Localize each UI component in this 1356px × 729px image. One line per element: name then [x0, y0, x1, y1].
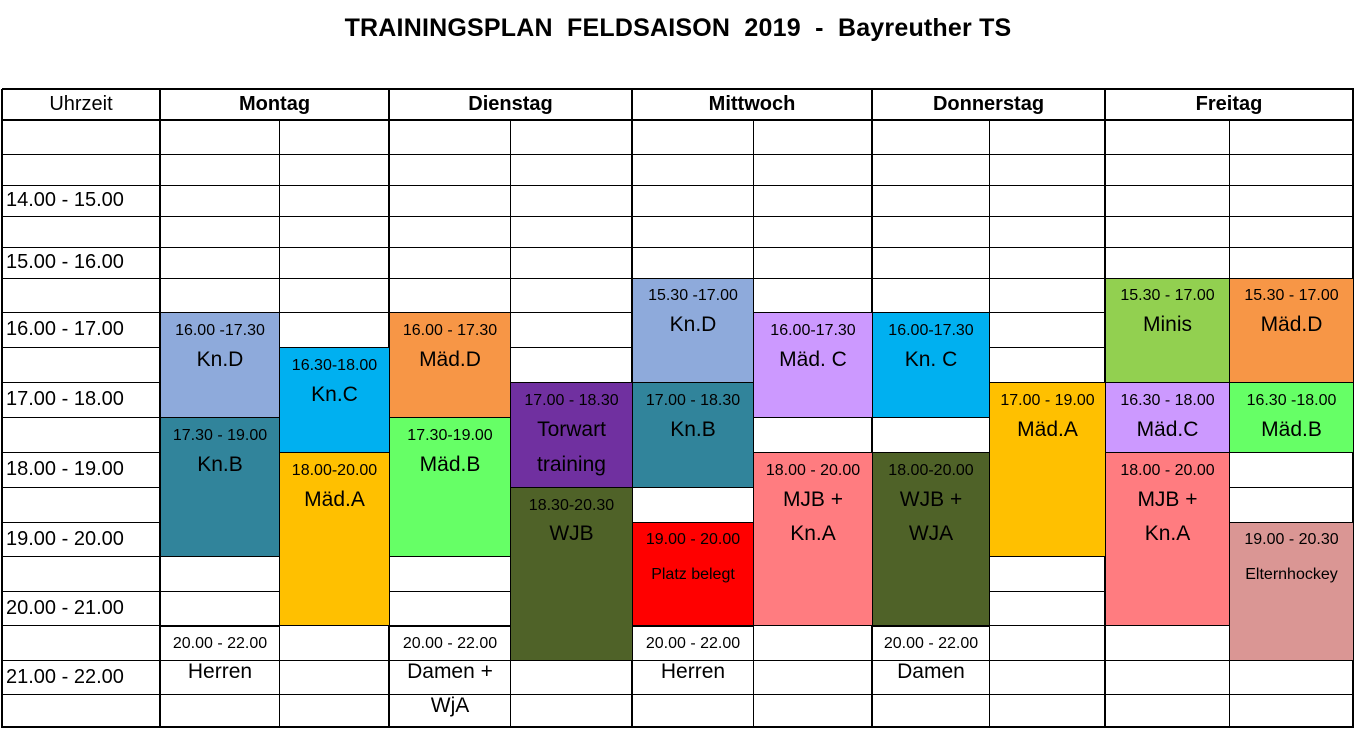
grid-row-line [2, 119, 1354, 121]
training-time: 17.00 - 18.30 [524, 392, 619, 409]
training-group: Mäd.D [419, 348, 481, 371]
training-time: 15.30 -17.00 [648, 287, 738, 304]
training-group: WjA [430, 694, 470, 717]
grid-row-line [2, 216, 1354, 217]
time-label: 16.00 - 17.00 [6, 318, 124, 340]
grid-row-line [2, 185, 1354, 186]
training-group: Elternhockey [1245, 566, 1338, 583]
training-group: Mäd.A [304, 488, 365, 511]
training-group: training [537, 453, 606, 476]
training-group: Kn.B [197, 453, 243, 476]
training-block [510, 487, 633, 661]
training-time: 17.00 - 18.30 [645, 392, 741, 409]
column-header-time: Uhrzeit [49, 93, 113, 115]
training-group: Kn.D [669, 313, 717, 336]
column-header-day: Montag [238, 93, 311, 115]
training-group: Kn.D [196, 348, 244, 371]
training-block [872, 625, 990, 683]
training-time: 18.00-20.00 [291, 462, 378, 479]
training-time: 16.30 -18.00 [1246, 392, 1337, 409]
training-group: Kn.A [1144, 522, 1191, 545]
training-block [632, 278, 754, 383]
training-group: Mäd.C [1136, 418, 1199, 441]
training-group: Kn.C [311, 383, 358, 406]
training-block [753, 452, 873, 626]
training-block [632, 382, 754, 488]
time-label: 18.00 - 19.00 [6, 458, 124, 480]
training-group: Damen + [407, 660, 493, 683]
training-group: Kn.A [790, 522, 836, 545]
training-block [510, 382, 633, 488]
training-group: Mäd. C [779, 348, 847, 371]
training-block [279, 452, 390, 626]
time-label: 19.00 - 20.00 [6, 528, 124, 550]
training-group: WJB [549, 522, 594, 545]
training-group: Herren [187, 660, 253, 683]
column-header-day: Donnerstag [932, 93, 1045, 115]
training-block [160, 417, 280, 557]
training-block [160, 312, 280, 418]
training-time: 17.30 - 19.00 [172, 427, 268, 444]
column-header-day: Freitag [1195, 93, 1263, 115]
training-block [1105, 278, 1230, 383]
training-time: 15.30 - 17.00 [1120, 287, 1215, 304]
training-block [989, 382, 1106, 557]
training-time: 18.00-20.00 [888, 462, 974, 479]
training-time: 17.30-19.00 [407, 427, 493, 444]
training-group: Damen [897, 660, 965, 683]
training-block [160, 625, 280, 683]
training-time: 16.00 -17.30 [175, 322, 265, 339]
grid-col-line [1, 89, 3, 728]
training-block [389, 312, 511, 418]
training-group: Mäd.B [1261, 418, 1322, 441]
training-time: 15.30 - 17.00 [1244, 287, 1339, 304]
grid-row-line [2, 247, 1354, 248]
training-time: 18.30-20.30 [528, 497, 615, 514]
page-title: TRAININGSPLAN FELDSAISON 2019 - Bayreuther TS [344, 14, 1012, 42]
training-time: 16.00 - 17.30 [402, 322, 498, 339]
grid-row-line [2, 694, 1354, 695]
training-block [872, 452, 990, 626]
time-label: 21.00 - 22.00 [6, 666, 124, 688]
training-time: 16.00-17.30 [888, 322, 974, 339]
training-group: WJA [908, 522, 954, 545]
training-time: 20.00 - 22.00 [172, 635, 268, 652]
time-label: 14.00 - 15.00 [6, 189, 124, 211]
training-time: 16.30 - 18.00 [1120, 392, 1215, 409]
grid-row-line [2, 726, 1354, 728]
training-group: MJB + [1137, 488, 1198, 511]
training-block [632, 522, 754, 626]
grid-row-line [2, 154, 1354, 155]
training-group: Mäd.D [1260, 313, 1323, 336]
training-time: 17.00 - 19.00 [1000, 392, 1095, 409]
training-block [1105, 452, 1230, 626]
training-time: 19.00 - 20.00 [645, 531, 741, 548]
training-block [632, 625, 754, 683]
training-time: 19.00 - 20.30 [1244, 531, 1339, 548]
training-group: Torwart [537, 418, 606, 441]
time-label: 17.00 - 18.00 [6, 388, 124, 410]
training-block [389, 417, 511, 557]
training-group: MJB + [782, 488, 844, 511]
column-header-day: Dienstag [468, 93, 553, 115]
training-time: 20.00 - 22.00 [645, 635, 741, 652]
training-block [1105, 382, 1230, 453]
time-label: 20.00 - 21.00 [6, 597, 124, 619]
training-time: 18.00 - 20.00 [765, 462, 861, 479]
training-block [389, 625, 511, 717]
training-group: Kn. C [904, 348, 958, 371]
training-group: Minis [1142, 313, 1192, 336]
training-time: 20.00 - 22.00 [402, 635, 498, 652]
training-block [753, 312, 873, 418]
training-time: 20.00 - 22.00 [883, 635, 979, 652]
training-block [1229, 382, 1354, 453]
training-time: 18.00 - 20.00 [1120, 462, 1215, 479]
training-block [1229, 278, 1354, 383]
training-group: Herren [660, 660, 726, 683]
training-block [1229, 522, 1354, 661]
training-time: 16.00-17.30 [770, 322, 856, 339]
training-group: WJB + [899, 488, 963, 511]
time-label: 15.00 - 16.00 [6, 251, 124, 273]
training-group: Platz belegt [651, 566, 735, 583]
training-group: Mäd.B [419, 453, 481, 476]
training-block [872, 312, 990, 418]
column-header-day: Mittwoch [708, 93, 796, 115]
training-group: Mäd.A [1017, 418, 1078, 441]
training-time: 16.30-18.00 [291, 357, 378, 374]
training-group: Kn.B [670, 418, 716, 441]
